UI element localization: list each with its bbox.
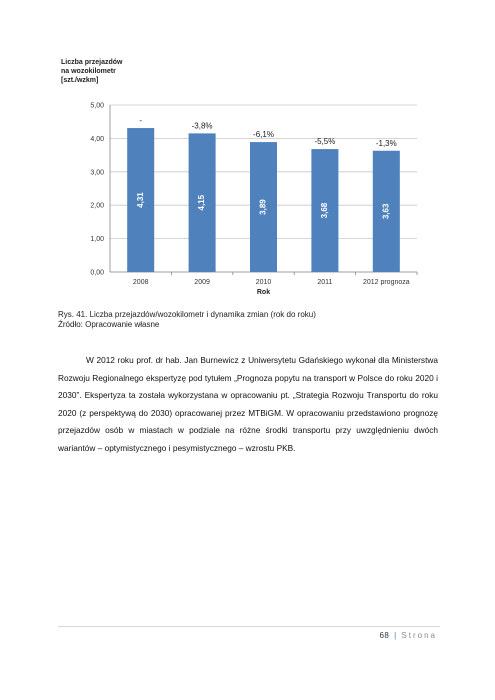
y-tick-label: 4,00	[90, 135, 104, 143]
caption-source: Źródło: Opracowanie własne	[58, 320, 160, 329]
bar-value-label: 4,15	[197, 194, 207, 211]
footer-divider	[58, 626, 440, 627]
figure-caption	[58, 310, 448, 330]
bar-change-label: -6,1%	[253, 130, 274, 140]
bar-value-label: 4,31	[135, 192, 145, 208]
bar-change-label: -5,5%	[314, 137, 336, 147]
bar-change-label: -3,8%	[191, 121, 213, 131]
bar-value-label: 3,68	[320, 202, 330, 219]
body-text	[58, 352, 438, 458]
bar-value-label: 3,89	[258, 199, 268, 215]
x-tick-label: 2008	[132, 279, 149, 286]
y-tick-label: 3,00	[90, 169, 104, 177]
page-footer	[379, 631, 437, 640]
page-number: 68	[379, 631, 390, 640]
chart-plot-area	[55, 52, 425, 302]
y-tick-label: 2,00	[90, 202, 104, 210]
x-tick-label: 2009	[194, 279, 210, 286]
footer-separator: |	[394, 631, 397, 640]
bar-change-label: -	[139, 116, 143, 126]
y-axis-title-line-3: [szt./wzkm]	[61, 77, 99, 84]
x-tick-label: 2010	[255, 279, 272, 286]
y-axis-title-line-1: Liczba przejazdów	[61, 59, 123, 66]
bar-chart	[55, 52, 425, 302]
y-axis-title-line-2: na wozokilometr	[61, 68, 116, 75]
caption-title: Rys. 41. Liczba przejazdów/wozokilometr i dynamika zmian (rok do roku)	[58, 310, 316, 319]
x-tick-label: 2011	[317, 279, 333, 286]
bar-value-label: 3,63	[381, 203, 391, 220]
body-paragraph: W 2012 roku prof. dr hab. Jan Burnewicz z Uniwersytetu Gdańskiego wykonał dla Ministerstwa Rozwoju Regionalnego ekspertyzę pod tytułem „Prognoza popytu na transport w Polsce do roku 2020 i 2030”. Ekspertyza ta została wykorzystana w opracowaniu pt. „Strategia Rozwoju Transportu do roku 2020 (z perspektywą do 2030) opracowanej przez MTBiGM. W opracowaniu przedstawiono prognozę przejazdów osób w miastach w podziale na różne środki transportu przy uwzględnieniu dwóch wariantów – optymistycznego i pesymistycznego – wzrostu PKB.	[58, 355, 438, 453]
y-tick-label: 5,00	[90, 102, 104, 110]
bar-change-label: -1,3%	[375, 138, 397, 148]
y-tick-label: 0,00	[90, 269, 104, 277]
x-tick-label: 2012 prognoza	[362, 279, 410, 286]
x-axis-title: Rok	[256, 289, 271, 296]
y-tick-label: 1,00	[90, 236, 104, 244]
footer-word: Strona	[401, 631, 437, 640]
